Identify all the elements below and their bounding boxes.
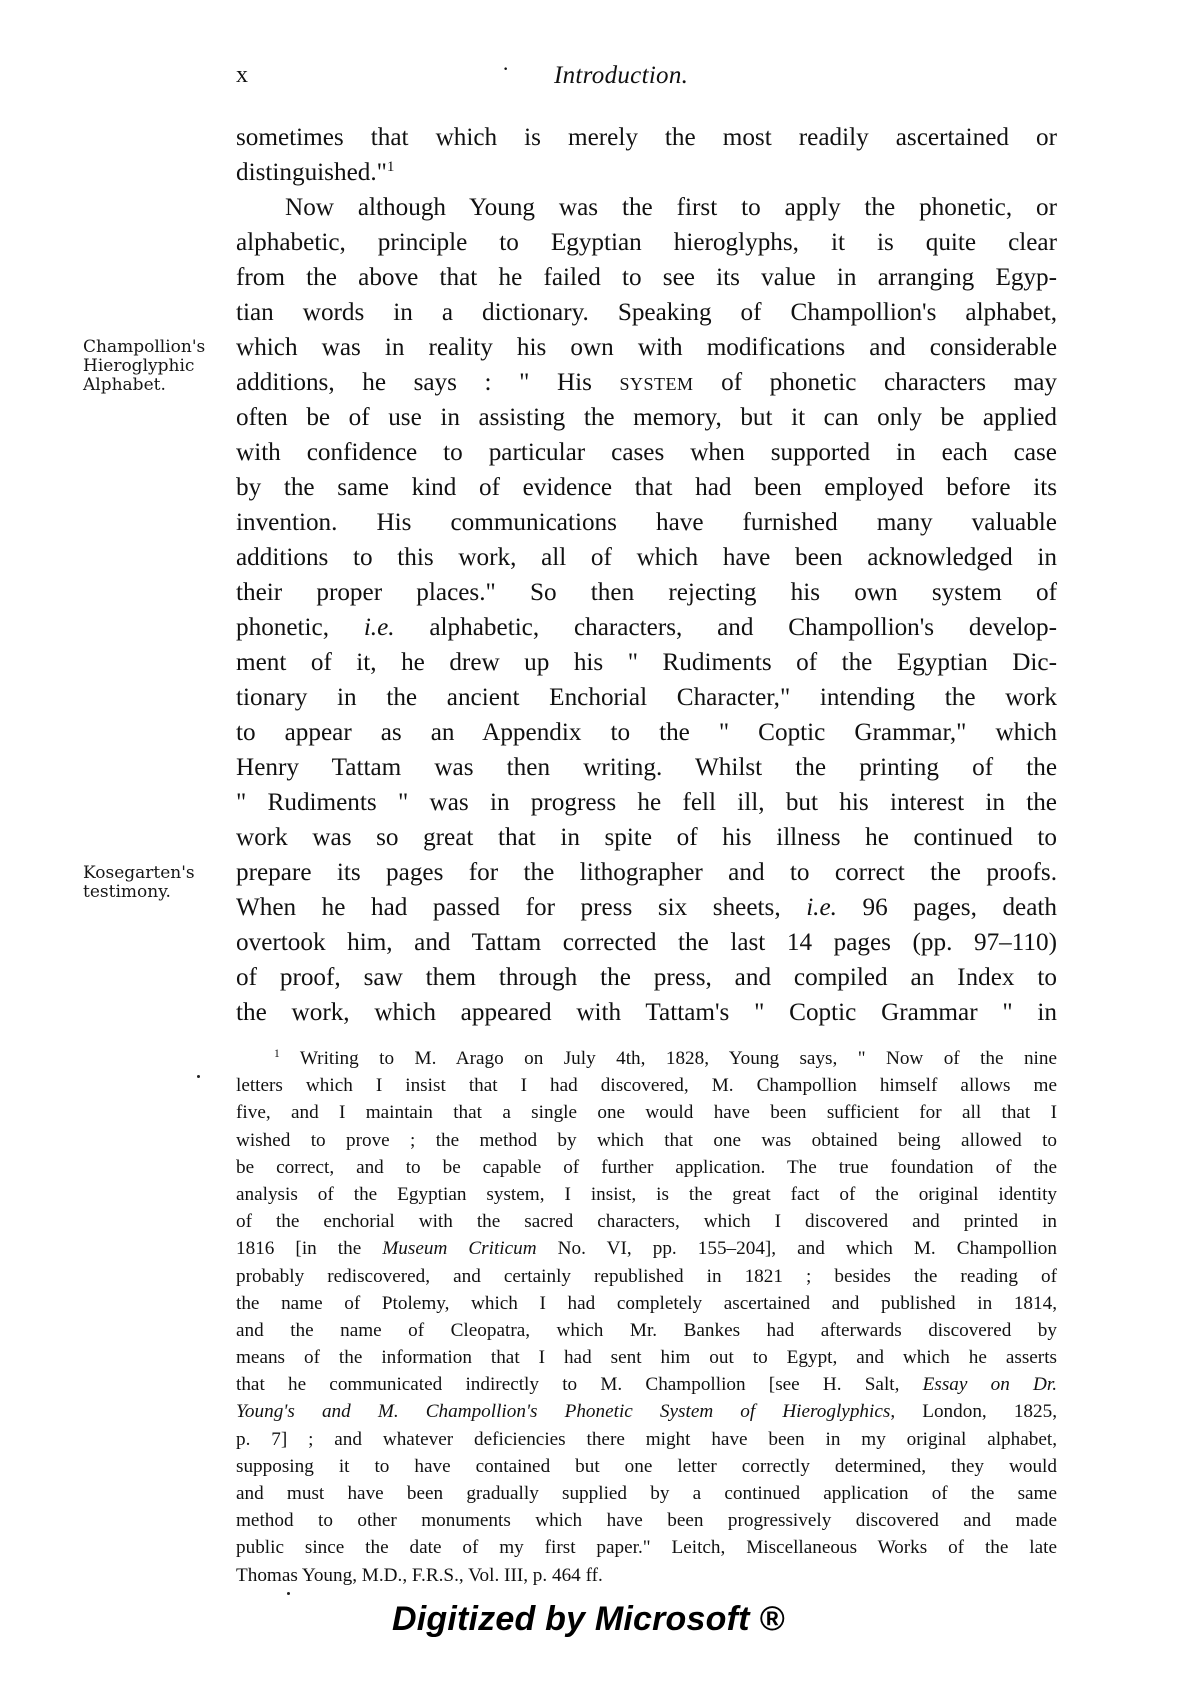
- text-line: [236, 1099, 1057, 1126]
- text-line: [236, 855, 1057, 890]
- text-segment: probably rediscovered, and certainly republished in 1821 ; besides the reading of: [236, 1265, 1057, 1287]
- text-segment: ment of it, he drew up his " Rudiments of the Egyptian Dic-: [236, 649, 1057, 676]
- text-segment: i.e.: [806, 894, 837, 921]
- text-line: [236, 1072, 1057, 1099]
- text-segment: Writing to M. Arago on July 4th, 1828, Young says, " Now of the nine: [279, 1048, 1057, 1069]
- text-segment: phonetic,: [236, 614, 364, 641]
- text-segment: overtook him, and Tattam corrected the last 14 pages (pp. 97–110): [236, 929, 1057, 956]
- footnote-block: [236, 1045, 1057, 1589]
- text-segment: analysis of the Egyptian system, I insist, is the great fact of the original identity: [236, 1183, 1057, 1205]
- text-line: [236, 960, 1057, 995]
- main-body-text: [236, 120, 1057, 1030]
- text-segment: additions to this work, all of which have been acknowledged in: [236, 544, 1057, 571]
- text-segment: alphabetic, principle to Egyptian hieroglyphs, it is quite clear: [236, 229, 1057, 256]
- text-segment: invention. His communications have furnished many valuable: [236, 509, 1057, 536]
- text-segment: alphabetic, characters, and Champollion's develop-: [394, 614, 1057, 641]
- text-line: [236, 890, 1057, 925]
- text-line: [236, 715, 1057, 750]
- text-segment: by the same kind of evidence that had been employed before its: [236, 474, 1057, 501]
- text-segment: to appear as an Appendix to the " Coptic Grammar," which: [236, 719, 1057, 746]
- text-line: [236, 435, 1057, 470]
- digitization-watermark: Digitized by Microsoft ®: [392, 1600, 785, 1638]
- text-segment: supposing it to have contained but one letter correctly determined, they would: [236, 1455, 1057, 1477]
- text-segment: additions, he says : " His: [236, 369, 620, 396]
- text-line: [236, 155, 1057, 190]
- text-segment: and must have been gradually supplied by a continued application of the same: [236, 1483, 1057, 1504]
- text-segment: i.e.: [363, 614, 395, 641]
- text-line: [236, 400, 1057, 435]
- text-segment: of proof, saw them through the press, and compiled an Index to: [236, 964, 1057, 991]
- text-segment: system: [619, 369, 694, 396]
- text-line: [236, 1398, 1057, 1425]
- margin-note-line: Hieroglyphic: [83, 356, 195, 376]
- text-segment: method to other monuments which have been progressively discovered and made: [236, 1510, 1057, 1532]
- text-line: [236, 1344, 1057, 1371]
- text-segment: often be of use in assisting the memory, but it can only be applied: [236, 404, 1057, 431]
- text-line: [236, 470, 1057, 505]
- text-segment: distinguished.": [236, 159, 387, 186]
- text-segment: No. VI, pp. 155–204], and which M. Champollion: [536, 1238, 1057, 1260]
- text-line: [236, 645, 1057, 680]
- running-head: [236, 56, 1046, 98]
- text-line: [236, 1371, 1057, 1398]
- text-segment: letters which I insist that I had discovered, M. Champollion himself allows me: [236, 1075, 1057, 1097]
- text-line: [236, 120, 1057, 155]
- chapter-title: Introduction.: [554, 62, 689, 89]
- page-number: x: [236, 62, 248, 88]
- text-segment: Young's and M. Champollion's Phonetic System of Hieroglyphics: [236, 1401, 891, 1423]
- text-segment: prepare its pages for the lithographer and to correct the proofs.: [236, 859, 1057, 886]
- text-segment: tian words in a dictionary. Speaking of Champollion's alphabet,: [236, 299, 1057, 326]
- text-line: [236, 295, 1057, 330]
- text-segment: 1816 [in the: [236, 1238, 383, 1260]
- scan-speck: [287, 1592, 290, 1595]
- text-line: [236, 575, 1057, 610]
- text-line: [236, 330, 1057, 365]
- text-line: [236, 1317, 1057, 1344]
- margin-note-line: Champollion's: [83, 337, 206, 357]
- text-line: [236, 540, 1057, 575]
- text-segment: and the name of Cleopatra, which Mr. Bankes had afterwards discovered by: [236, 1319, 1057, 1341]
- text-segment: of phonetic characters may: [693, 369, 1057, 396]
- text-line: [236, 680, 1057, 715]
- text-line: [236, 750, 1057, 785]
- text-line: [236, 785, 1057, 820]
- text-line: [236, 1235, 1057, 1262]
- text-segment: tionary in the ancient Enchorial Character," intending the work: [236, 684, 1057, 711]
- text-line: [236, 995, 1057, 1030]
- margin-note-line: Alphabet.: [83, 375, 166, 395]
- scan-speck: [197, 1075, 200, 1078]
- text-segment: means of the information that I had sent him out to Egypt, and which he asserts: [236, 1347, 1057, 1369]
- text-line: [236, 1453, 1057, 1480]
- text-segment: which was in reality his own with modifications and considerable: [236, 334, 1057, 361]
- text-line: [236, 1045, 1057, 1072]
- text-line: [236, 505, 1057, 540]
- text-line: [236, 820, 1057, 855]
- text-segment: Museum Criticum: [382, 1238, 537, 1260]
- text-segment: with confidence to particular cases when supported in each case: [236, 439, 1057, 466]
- text-segment: " Rudiments " was in progress he fell ill, but his interest in the: [236, 789, 1057, 816]
- text-segment: their proper places." So then rejecting his own system of: [236, 579, 1057, 606]
- text-segment: 96 pages, death: [836, 894, 1057, 921]
- margin-note-kosegarten-testimony: [83, 864, 233, 902]
- text-segment: that he communicated indirectly to M. Champollion [see H. Salt,: [236, 1374, 923, 1396]
- footnote-marker: 1: [386, 158, 395, 175]
- text-segment: public since the date of my first paper." Leitch, Miscellaneous Works of the late: [236, 1537, 1057, 1559]
- text-segment: of the enchorial with the sacred characters, which I discovered and printed in: [236, 1211, 1057, 1233]
- footnote-marker: 1: [274, 1048, 280, 1061]
- text-segment: Essay on Dr.: [922, 1374, 1057, 1396]
- text-line: [236, 1127, 1057, 1154]
- text-line: [236, 1154, 1057, 1181]
- text-line: [236, 1562, 1057, 1589]
- text-line: [236, 610, 1057, 645]
- text-line: [236, 1507, 1057, 1534]
- margin-note-champollion-alphabet: [83, 338, 233, 395]
- text-line: [236, 225, 1057, 260]
- text-line: [236, 1480, 1057, 1507]
- header-dot: ·: [502, 56, 510, 81]
- text-line: [236, 1426, 1057, 1453]
- text-line: [236, 190, 1057, 225]
- text-segment: Henry Tattam was then writing. Whilst the printing of the: [236, 754, 1057, 781]
- text-segment: Thomas Young, M.D., F.R.S., Vol. III, p. 464 ff.: [236, 1564, 603, 1586]
- text-line: [236, 260, 1057, 295]
- text-segment: from the above that he failed to see its value in arranging Egyp-: [236, 264, 1057, 291]
- text-line: [236, 1290, 1057, 1317]
- text-segment: Now although Young was the first to apply the phonetic, or: [285, 194, 1057, 221]
- text-segment: the work, which appeared with Tattam's " Coptic Grammar " in: [236, 999, 1057, 1026]
- text-segment: p. 7] ; and whatever deficiencies there might have been in my original alphabet,: [236, 1428, 1057, 1450]
- text-line: [236, 925, 1057, 960]
- text-segment: wished to prove ; the method by which that one was obtained being allowed to: [236, 1129, 1057, 1151]
- text-segment: the name of Ptolemy, which I had completely ascertained and published in 1814,: [236, 1292, 1057, 1314]
- text-line: [236, 365, 1057, 400]
- text-line: [236, 1208, 1057, 1235]
- text-segment: five, and I maintain that a single one would have been sufficient for all that I: [236, 1102, 1057, 1124]
- text-segment: work was so great that in spite of his illness he continued to: [236, 824, 1057, 851]
- margin-note-line: Kosegarten's: [83, 863, 195, 883]
- text-segment: , London, 1825,: [890, 1401, 1057, 1423]
- text-segment: sometimes that which is merely the most readily ascertained or: [236, 124, 1057, 151]
- text-line: [236, 1263, 1057, 1290]
- margin-note-line: testimony.: [83, 882, 171, 902]
- text-segment: be correct, and to be capable of further application. The true foundation of the: [236, 1156, 1057, 1178]
- text-segment: When he had passed for press six sheets,: [236, 894, 807, 921]
- text-line: [236, 1534, 1057, 1561]
- text-line: [236, 1181, 1057, 1208]
